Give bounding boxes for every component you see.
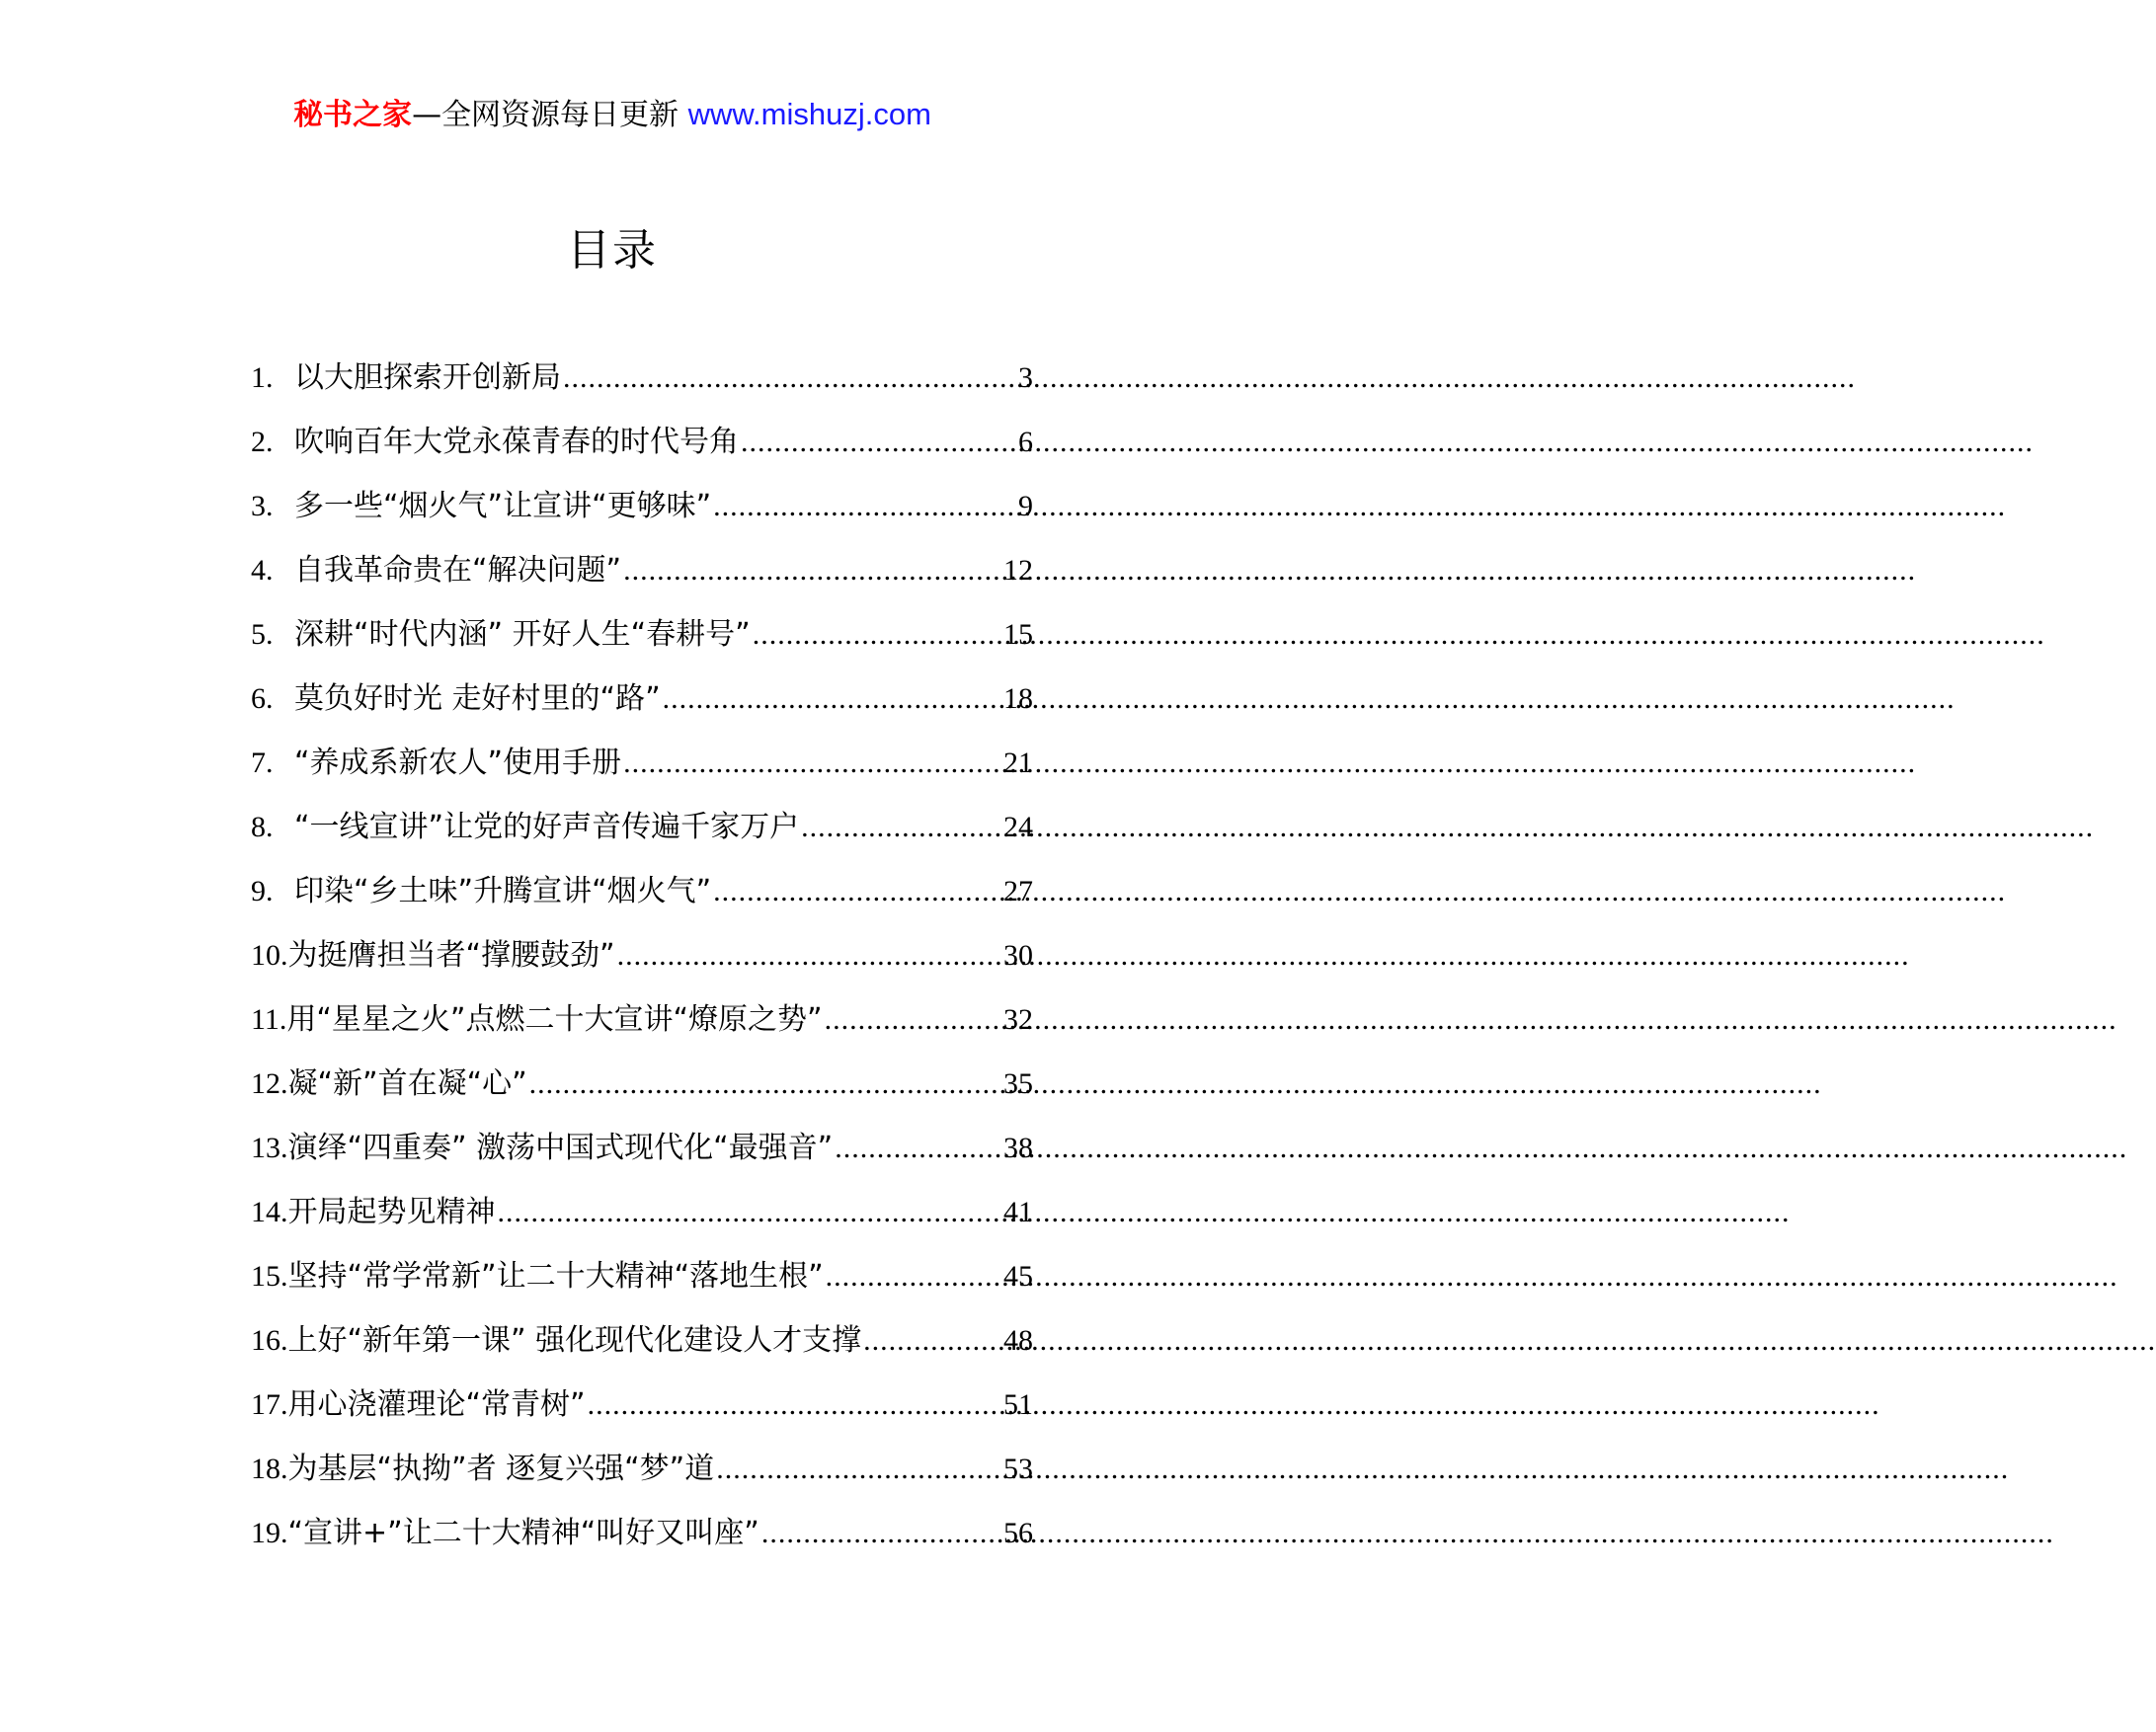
toc-entry-page-number: 51 [1003, 1388, 1033, 1421]
toc-entry-title: 坚持“常学常新”让二十大精神“落地生根” [287, 1259, 824, 1294]
toc-entry-number: 6. [251, 682, 274, 715]
toc-entry-title: 凝“新”首在凝“心” [287, 1066, 527, 1101]
toc-entry-page-number: 48 [1003, 1324, 1033, 1357]
toc-dot-leader [741, 421, 1016, 464]
toc-entry-title: “养成系新农人”使用手册 [294, 746, 622, 780]
toc-dot-leader [588, 1383, 1001, 1427]
toc-dot-leader [529, 1063, 1001, 1106]
toc-dot-leader [713, 870, 1001, 913]
toc-dot-leader [563, 356, 1016, 400]
toc-entry-number: 1. [251, 361, 274, 394]
toc-entry-title: 自我革命贵在“解决问题” [294, 553, 622, 588]
toc-entry-page-number: 18 [1003, 682, 1033, 715]
table-of-contents [251, 356, 1033, 1576]
toc-entry-page-number: 38 [1003, 1132, 1033, 1164]
toc-entry-title: 以大胆探索开创新局 [294, 360, 561, 395]
toc-entry-page-number: 32 [1003, 1003, 1033, 1036]
toc-entry-title: 莫负好时光 走好村里的“路” [294, 681, 661, 716]
toc-entry-page-number: 27 [1003, 875, 1033, 907]
toc-entry-page-number: 41 [1003, 1196, 1033, 1228]
toc-entry-title: 印染“乡土味”升腾宣讲“烟火气” [294, 874, 712, 908]
toc-dot-leader [826, 1255, 1001, 1299]
toc-entry-page-number: 45 [1003, 1260, 1033, 1293]
toc-entry[interactable] [251, 1127, 1033, 1191]
toc-entry-number: 5. [251, 618, 274, 651]
toc-dot-leader [761, 1512, 1001, 1555]
toc-entry-number: 17. [251, 1388, 288, 1421]
toc-entry-number: 12. [251, 1067, 288, 1100]
toc-entry[interactable] [251, 1383, 1033, 1448]
toc-entry-number: 8. [251, 811, 274, 843]
toc-entry-number: 10. [251, 939, 288, 972]
toc-entry-page-number: 6 [1018, 426, 1033, 458]
site-url-link[interactable]: www.mishuzj.com [687, 97, 931, 131]
toc-entry-title: 为挺膺担当者“撑腰鼓劲” [287, 938, 615, 973]
toc-entry-number: 13. [251, 1132, 288, 1164]
toc-entry-page-number: 15 [1003, 618, 1033, 651]
toc-entry-title: 用心浇灌理论“常青树” [287, 1387, 586, 1422]
toc-entry[interactable] [251, 1063, 1033, 1127]
toc-entry[interactable] [251, 870, 1033, 934]
toc-entry-number: 4. [251, 554, 274, 587]
toc-entry[interactable] [251, 806, 1033, 870]
toc-entry[interactable] [251, 1255, 1033, 1319]
toc-entry-number: 16. [251, 1324, 288, 1357]
toc-entry[interactable] [251, 934, 1033, 998]
toc-entry-title: 为基层“执拗”者 逐复兴强“梦”道 [287, 1452, 715, 1486]
toc-entry-page-number: 24 [1003, 811, 1033, 843]
toc-entry-title: 演绎“四重奏” 激荡中国式现代化“最强音” [287, 1131, 834, 1165]
toc-entry[interactable] [251, 1448, 1033, 1512]
toc-dot-leader [617, 934, 1001, 978]
toc-entry-number: 3. [251, 490, 274, 522]
toc-entry[interactable] [251, 742, 1033, 806]
toc-entry-title: “一线宣讲”让党的好声音传遍千家万户 [294, 810, 800, 844]
toc-entry[interactable] [251, 549, 1033, 613]
site-header [0, 95, 1225, 135]
toc-entry-title: 深耕“时代内涵” 开好人生“春耕号” [294, 617, 751, 652]
toc-entry-number: 11. [251, 1003, 287, 1036]
header-slogan: —全网资源每日更新 [412, 98, 679, 132]
toc-entry-number: 19. [251, 1517, 288, 1549]
page-title: 目录 [567, 225, 658, 276]
toc-entry-title: 开局起势见精神 [287, 1195, 496, 1229]
toc-entry[interactable] [251, 1319, 1033, 1383]
toc-entry-number: 2. [251, 426, 274, 458]
toc-entry-number: 7. [251, 747, 274, 779]
toc-dot-leader [623, 549, 1001, 592]
toc-entry-page-number: 12 [1003, 554, 1033, 587]
toc-entry[interactable] [251, 485, 1033, 549]
toc-entry-number: 15. [251, 1260, 288, 1293]
toc-entry-title: 上好“新年第一课” 强化现代化建设人才支撑 [287, 1323, 862, 1358]
brand-name: 秘书之家 [293, 98, 413, 132]
toc-dot-leader [835, 1127, 1001, 1170]
toc-entry-page-number: 9 [1018, 490, 1033, 522]
toc-dot-leader [863, 1319, 1001, 1363]
toc-entry[interactable] [251, 356, 1033, 421]
toc-entry[interactable] [251, 613, 1033, 677]
toc-entry-title: 多一些“烟火气”让宣讲“更够味” [294, 489, 712, 523]
toc-entry-title: “宣讲+”让二十大精神“叫好又叫座” [287, 1516, 759, 1550]
toc-dot-leader [623, 742, 1001, 785]
toc-entry-page-number: 21 [1003, 747, 1033, 779]
toc-dot-leader [801, 806, 1001, 849]
toc-entry-page-number: 3 [1018, 361, 1033, 394]
toc-entry-number: 14. [251, 1196, 288, 1228]
toc-entry-title: 吹响百年大党永葆青春的时代号角 [294, 425, 739, 459]
toc-dot-leader [498, 1191, 1002, 1234]
toc-entry-title: 用“星星之火”点燃二十大宣讲“燎原之势” [286, 1002, 823, 1037]
toc-dot-leader [716, 1448, 1001, 1491]
toc-entry-page-number: 56 [1003, 1517, 1033, 1549]
toc-dot-leader [713, 485, 1016, 528]
toc-entry[interactable] [251, 1191, 1033, 1255]
toc-dot-leader [753, 613, 1001, 657]
toc-entry[interactable] [251, 677, 1033, 742]
toc-entry-number: 18. [251, 1453, 288, 1485]
toc-entry-page-number: 35 [1003, 1067, 1033, 1100]
toc-entry[interactable] [251, 1512, 1033, 1576]
toc-entry-page-number: 30 [1003, 939, 1033, 972]
toc-entry-page-number: 53 [1003, 1453, 1033, 1485]
toc-entry[interactable] [251, 998, 1033, 1063]
toc-entry[interactable] [251, 421, 1033, 485]
toc-dot-leader [825, 998, 1001, 1042]
toc-dot-leader [663, 677, 1001, 721]
toc-entry-number: 9. [251, 875, 274, 907]
